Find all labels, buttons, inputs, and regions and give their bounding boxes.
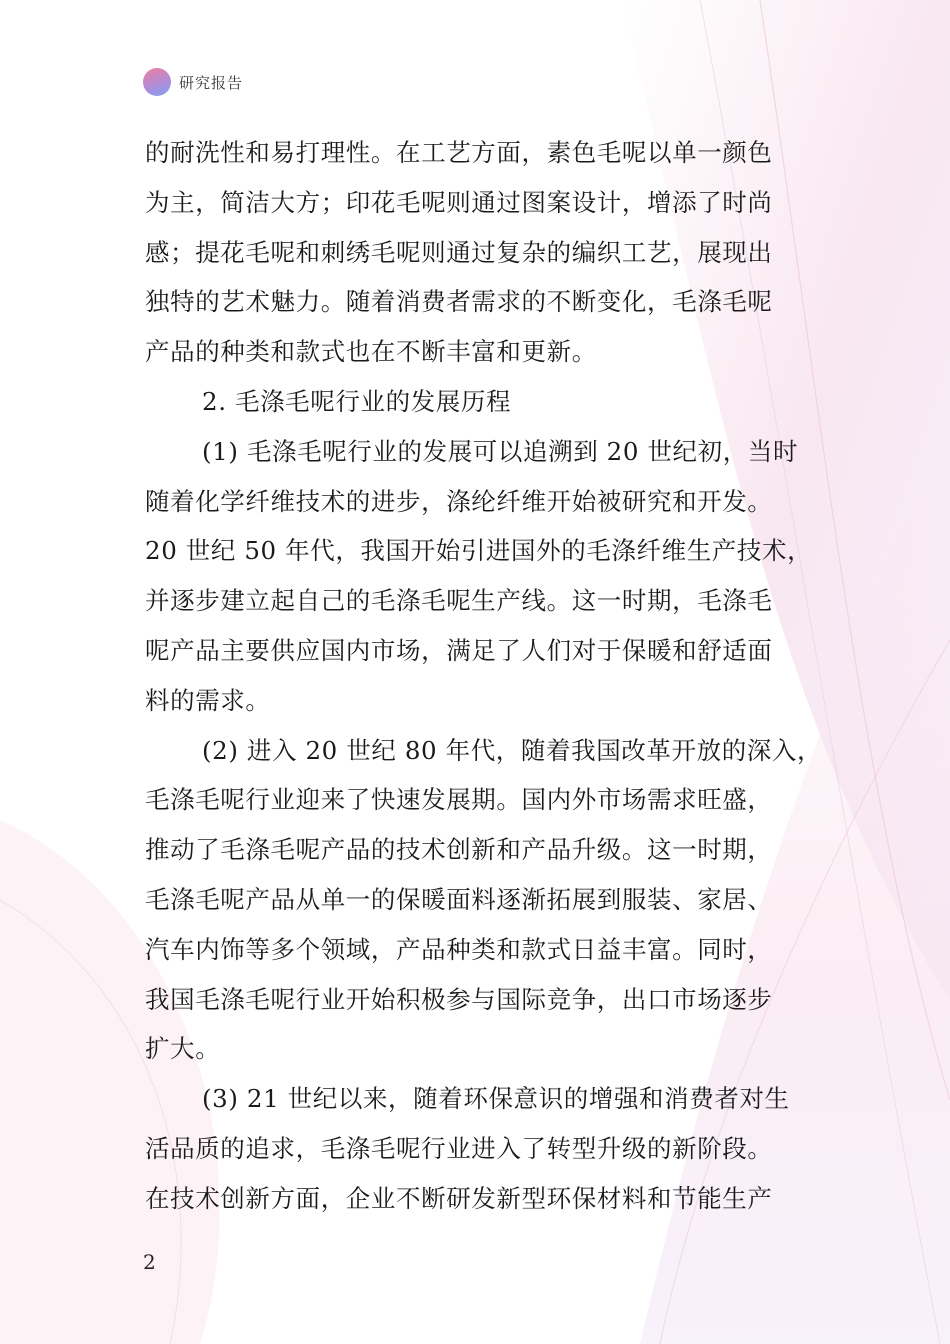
body-line: 20 世纪 50 年代，我国开始引进国外的毛涤纤维生产技术， (145, 536, 813, 566)
page-number: 2 (143, 1250, 156, 1274)
body-line: (1) 毛涤毛呢行业的发展可以追溯到 20 世纪初，当时 (202, 436, 799, 466)
document-body (145, 128, 835, 1224)
body-line: 在技术创新方面，企业不断研发新型环保材料和节能生产 (145, 1183, 773, 1213)
body-line: (2) 进入 20 世纪 80 年代，随着我国改革开放的深入， (202, 735, 823, 765)
body-line: 的耐洗性和易打理性。在工艺方面，素色毛呢以单一颜色 (145, 138, 773, 167)
header-title: 研究报告 (179, 73, 244, 92)
body-line: 为主，简洁大方；印花毛呢则通过图案设计，增添了时尚 (145, 187, 773, 217)
report-header (143, 66, 243, 98)
body-line: 推动了毛涤毛呢产品的技术创新和产品升级。这一时期， (145, 835, 773, 865)
body-line: 独特的艺术魅力。随着消费者需求的不断变化，毛涤毛呢 (145, 287, 773, 317)
body-line: 料的需求。 (145, 685, 271, 715)
body-line: 毛涤毛呢产品从单一的保暖面料逐渐拓展到服装、家居、 (145, 884, 773, 914)
body-line: 呢产品主要供应国内市场，满足了人们对于保暖和舒适面 (145, 635, 773, 665)
body-line: 产品的种类和款式也在不断丰富和更新。 (145, 337, 597, 367)
section-heading: 2. 毛涤毛呢行业的发展历程 (202, 386, 512, 416)
body-line: 汽车内饰等多个领域，产品种类和款式日益丰富。同时， (145, 934, 773, 964)
body-line: 毛涤毛呢行业迎来了快速发展期。国内外市场需求旺盛， (145, 785, 773, 815)
body-line: 我国毛涤毛呢行业开始积极参与国际竞争，出口市场逐步 (145, 984, 773, 1014)
body-line: (3) 21 世纪以来，随着环保意识的增强和消费者对生 (202, 1084, 790, 1114)
body-line: 扩大。 (145, 1034, 221, 1064)
body-line: 随着化学纤维技术的进步，涤纶纤维开始被研究和开发。 (145, 486, 773, 516)
body-line: 活品质的追求，毛涤毛呢行业进入了转型升级的新阶段。 (145, 1133, 773, 1163)
body-line: 并逐步建立起自己的毛涤毛呢生产线。这一时期，毛涤毛 (145, 586, 773, 616)
logo-circle-icon (143, 68, 171, 96)
body-line: 感；提花毛呢和刺绣毛呢则通过复杂的编织工艺，展现出 (145, 237, 773, 267)
